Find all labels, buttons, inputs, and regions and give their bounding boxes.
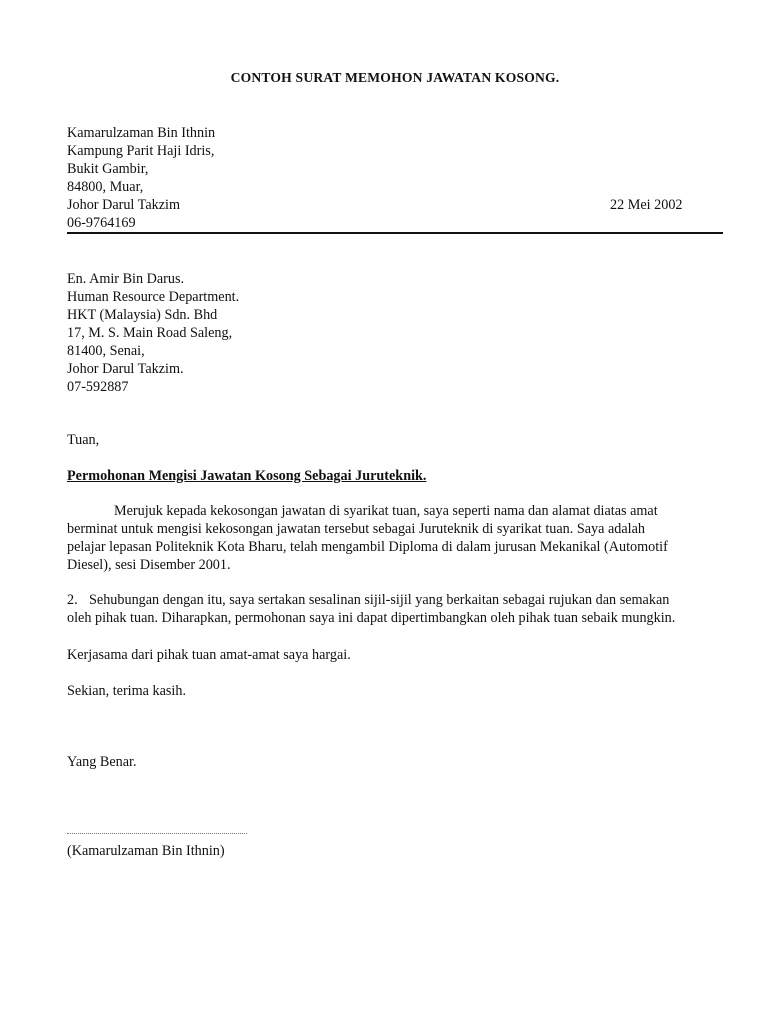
paragraph-line (67, 591, 727, 609)
recipient-address-line: 81400, Senai, (67, 343, 145, 359)
sender-address-line: 84800, Muar, (67, 179, 144, 195)
body-paragraph-3: Kerjasama dari pihak tuan amat-amat saya hargai. (67, 647, 351, 663)
paragraph-number: 2. (67, 592, 78, 608)
recipient-name: En. Amir Bin Darus. (67, 271, 185, 287)
paragraph-line-text: Sehubungan dengan itu, saya sertakan sesalinan sijil-sijil yang berkaitan sebagai rujukan dan semakan (89, 592, 670, 608)
salutation: Tuan, (67, 432, 100, 448)
signature-name: (Kamarulzaman Bin Ithnin) (67, 843, 225, 859)
sender-name: Kamarulzaman Bin Ithnin (67, 125, 216, 141)
body-paragraph-1 (67, 502, 727, 574)
paragraph-line: Diesel), sesi Disember 2001. (67, 557, 231, 573)
letter-subject: Permohonan Mengisi Jawatan Kosong Sebagai Juruteknik. (67, 468, 427, 484)
paragraph-line: Merujuk kepada kekosongan jawatan di syarikat tuan, saya seperti nama dan alamat diatas amat (114, 503, 658, 519)
letter-date: 22 Mei 2002 (610, 197, 683, 213)
recipient-address-line: Human Resource Department. (67, 289, 240, 305)
recipient-phone: 07-592887 (67, 379, 129, 395)
paragraph-line: berminat untuk mengisi kekosongan jawatan tersebut sebagai Juruteknik di syarikat tuan. Saya adalah (67, 521, 645, 537)
body-paragraph-2 (67, 591, 727, 627)
recipient-address-line: HKT (Malaysia) Sdn. Bhd (67, 307, 218, 323)
closing-phrase: Yang Benar. (67, 754, 137, 770)
document-title: CONTOH SURAT MEMOHON JAWATAN KOSONG. (230, 70, 560, 85)
recipient-address (67, 270, 239, 396)
sender-address-line: Bukit Gambir, (67, 161, 149, 177)
sender-address-line: Johor Darul Takzim (67, 197, 181, 213)
sender-address (67, 124, 215, 232)
paragraph-line: pelajar lepasan Politeknik Kota Bharu, telah mengambil Diploma di dalam jurusan Mekanikal (Automotif (67, 539, 668, 555)
recipient-address-line: 17, M. S. Main Road Saleng, (67, 325, 233, 341)
recipient-address-line: Johor Darul Takzim. (67, 361, 184, 377)
paragraph-line: oleh pihak tuan. Diharapkan, permohonan saya ini dapat dipertimbangkan oleh pihak tuan sebaik mungkin. (67, 610, 676, 626)
header-divider (67, 232, 723, 234)
sender-phone: 06-9764169 (67, 215, 136, 231)
sender-address-line: Kampung Parit Haji Idris, (67, 143, 215, 159)
signature-line (67, 823, 247, 834)
body-paragraph-4: Sekian, terima kasih. (67, 683, 186, 699)
